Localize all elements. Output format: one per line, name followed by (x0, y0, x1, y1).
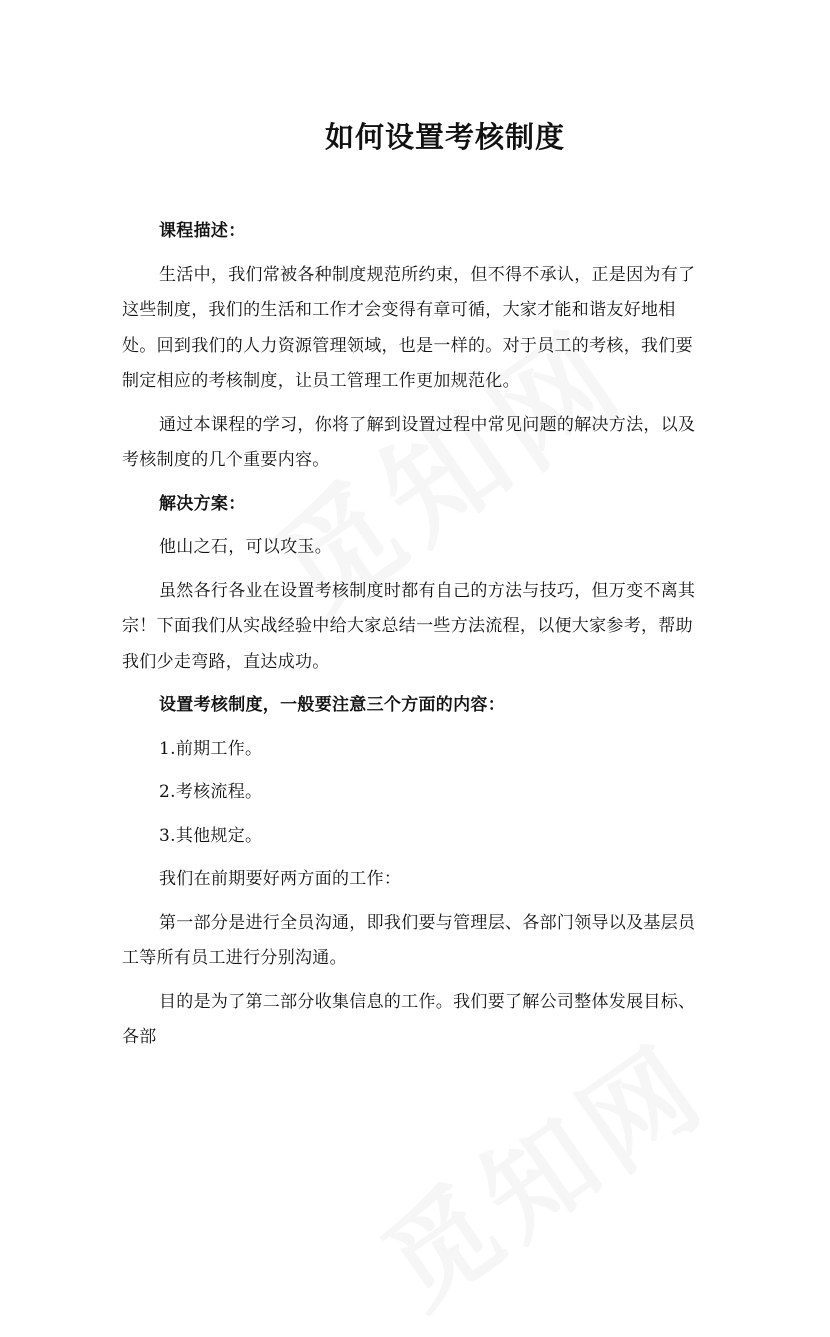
paragraph: 虽然各行各业在设置考核制度时都有自己的方法与技巧，但万变不离其宗！下面我们从实战经验中给大家总结一些方法流程，以便大家参考，帮助我们少走弯路，直达成功。 (122, 580, 696, 672)
paragraph: 生活中，我们常被各种制度规范所约束，但不得不承认，正是因为有了这些制度，我们的生活和工作才会变得有章可循，大家才能和谐友好地相处。回到我们的人力资源管理领域，也是一样的。对于员工的考核，我们要制定相应的考核制度，让员工管理工作更加规范化。 (122, 264, 696, 391)
document-body (122, 214, 710, 1056)
list-item: 2.考核流程。 (159, 782, 263, 802)
paragraph: 目的是为了第二部分收集信息的工作。我们要了解公司整体发展目标、各部 (122, 991, 696, 1047)
section-heading-course-description: 课程描述： (159, 221, 246, 241)
paragraph: 我们在前期要好两方面的工作： (159, 869, 402, 889)
list-item: 3.其他规定。 (159, 825, 263, 846)
paragraph: 第一部分是进行全员沟通，即我们要与管理层、各部门领导以及基层员工等所有员工进行分别沟通。 (122, 912, 696, 968)
paragraph: 他山之石，可以攻玉。 (159, 537, 332, 557)
list-item: 1.前期工作。 (159, 738, 263, 759)
section-heading-three-aspects: 设置考核制度，一般要注意三个方面的内容： (159, 695, 505, 715)
document-title: 如何设置考核制度 (324, 120, 565, 154)
section-heading-solution: 解决方案： (159, 493, 246, 514)
paragraph: 通过本课程的学习，你将了解到设置过程中常见问题的解决方法，以及考核制度的几个重要内容。 (122, 414, 696, 470)
